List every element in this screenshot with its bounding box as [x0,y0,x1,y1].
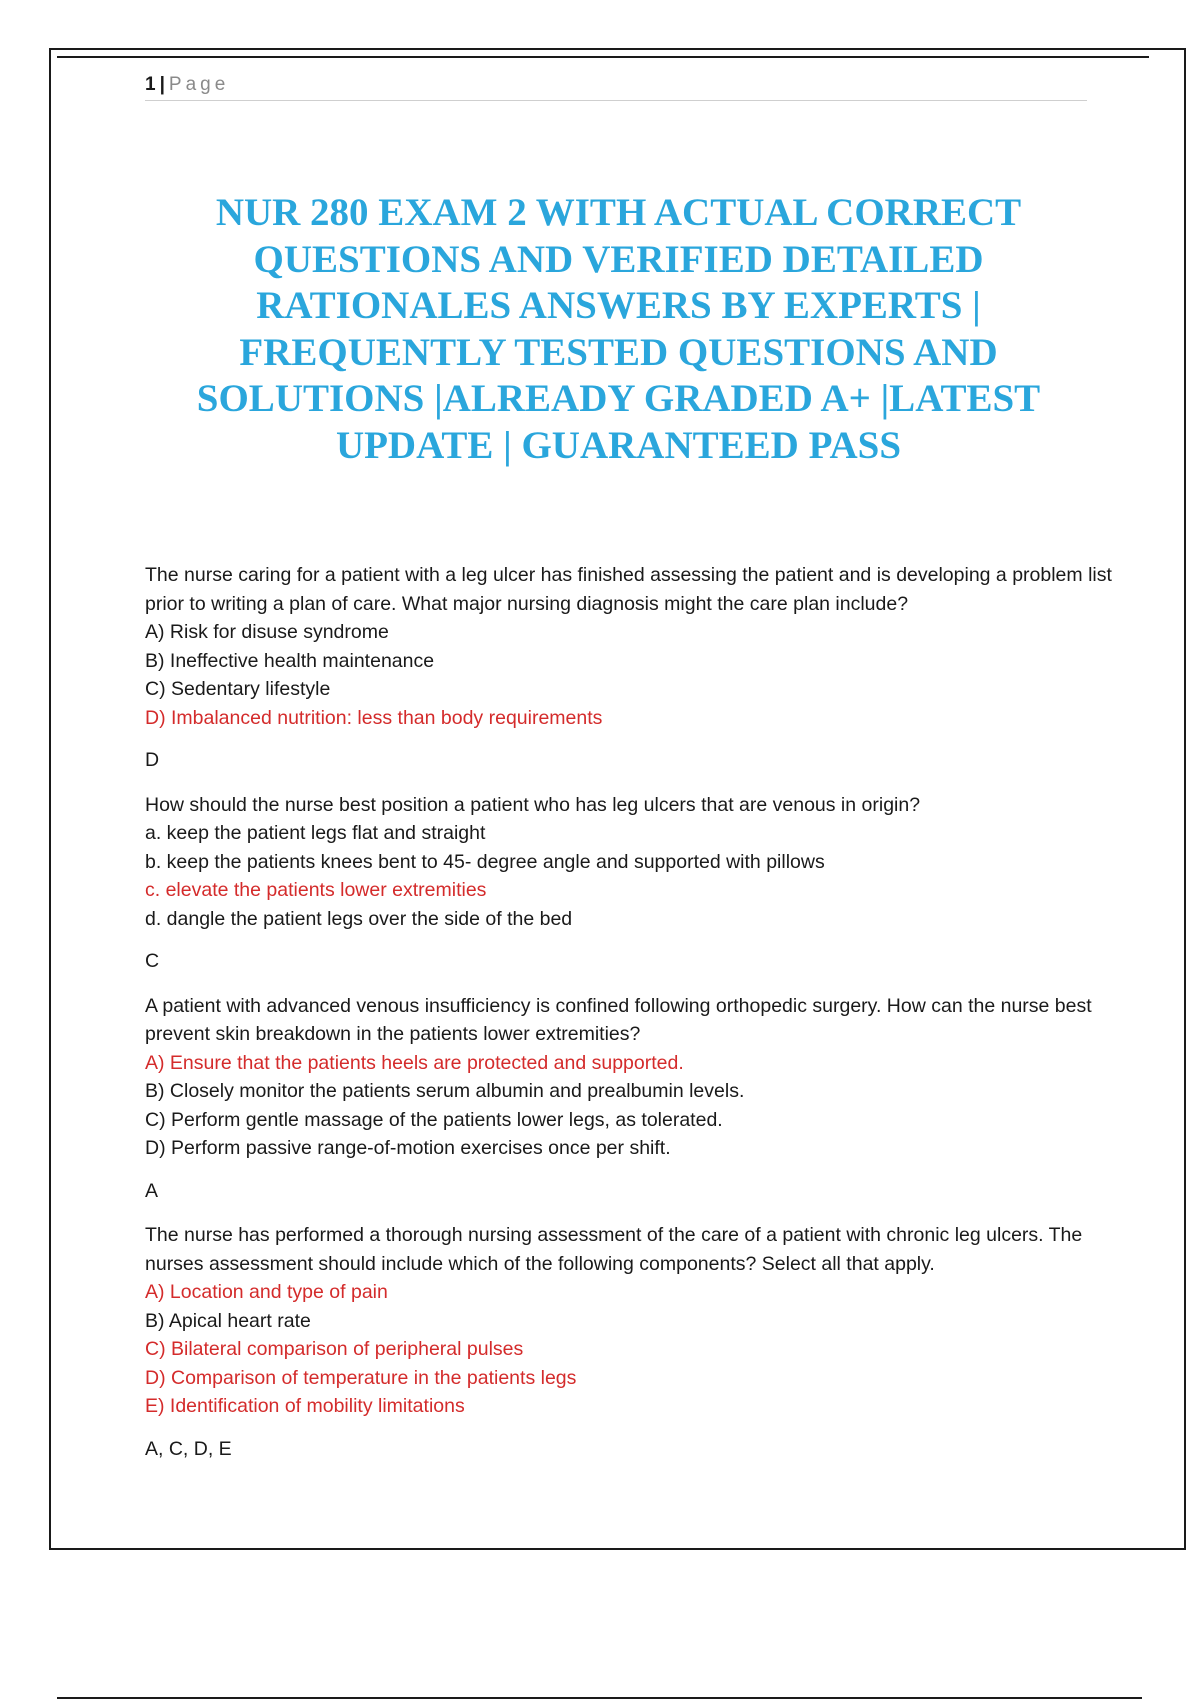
option-c-correct: c. elevate the patients lower extremities [145,879,487,901]
option-c: C) Perform gentle massage of the patients lower legs, as tolerated. [145,1108,723,1131]
answer-key: A, C, D, E [145,1437,232,1460]
option-d: D) Perform passive range-of-motion exercises once per shift. [145,1137,671,1159]
answer-key: C [145,950,160,972]
page-separator: | [159,74,165,95]
option-d-correct: D) Comparison of temperature in the patients legs [145,1366,577,1389]
answer-key: A [145,1179,159,1202]
page-header [145,74,1087,101]
option-a: A) Risk for disuse syndrome [145,621,389,643]
page-frame [49,48,1186,1550]
bottom-rule [57,1697,1142,1699]
question-text: How should the nurse best position a patient who has leg ulcers that are venous in origin? [145,793,921,816]
document-title: NUR 280 EXAM 2 WITH ACTUAL CORRECT QUESTIONS AND VERIFIED DETAILED RATIONALES ANSWERS BY EXPERTS | FREQUENTLY TESTED QUESTIONS AND SOLUTIONS |ALREADY GRADED A+ |LATEST UPDATE | GUARANTEED PASS [196,191,1041,467]
question-text: A patient with advanced venous insufficiency is confined following orthopedic surgery. How can the nurse best prevent skin breakdown in the patients lower extremities? [145,994,1092,1045]
question-1 [145,561,1135,775]
option-b: B) Apical heart rate [145,1309,311,1332]
option-d: d. dangle the patient legs over the side of the bed [145,907,573,930]
option-b: B) Ineffective health maintenance [145,649,435,672]
page-label: Page [168,74,230,95]
top-rule [57,56,1149,58]
option-a: a. keep the patient legs flat and straight [145,822,486,844]
answer-key: D [145,749,160,771]
option-b: b. keep the patients knees bent to 45- degree angle and supported with pillows [145,850,825,873]
question-text: The nurse has performed a thorough nursing assessment of the care of a patient with chronic leg ulcers. The nurses assessment should include which of the following components? Select all that apply. [145,1224,1083,1275]
question-3 [145,992,1135,1206]
option-c: C) Sedentary lifestyle [145,678,331,700]
option-d-correct: D) Imbalanced nutrition: less than body requirements [145,706,603,729]
question-2 [145,791,1135,976]
option-a-correct: A) Ensure that the patients heels are protected and supported. [145,1051,684,1074]
question-text: The nurse caring for a patient with a leg ulcer has finished assessing the patient and is developing a problem list prior to writing a plan of care. What major nursing diagnosis might the care plan include? [145,564,1112,615]
option-e-correct: E) Identification of mobility limitations [145,1395,465,1417]
option-c-correct: C) Bilateral comparison of peripheral pulses [145,1338,524,1360]
question-list [145,561,1135,1479]
page-number: 1 [145,74,156,95]
question-4 [145,1221,1135,1463]
option-a-correct: A) Location and type of pain [145,1281,388,1303]
option-b: B) Closely monitor the patients serum albumin and prealbumin levels. [145,1080,745,1102]
